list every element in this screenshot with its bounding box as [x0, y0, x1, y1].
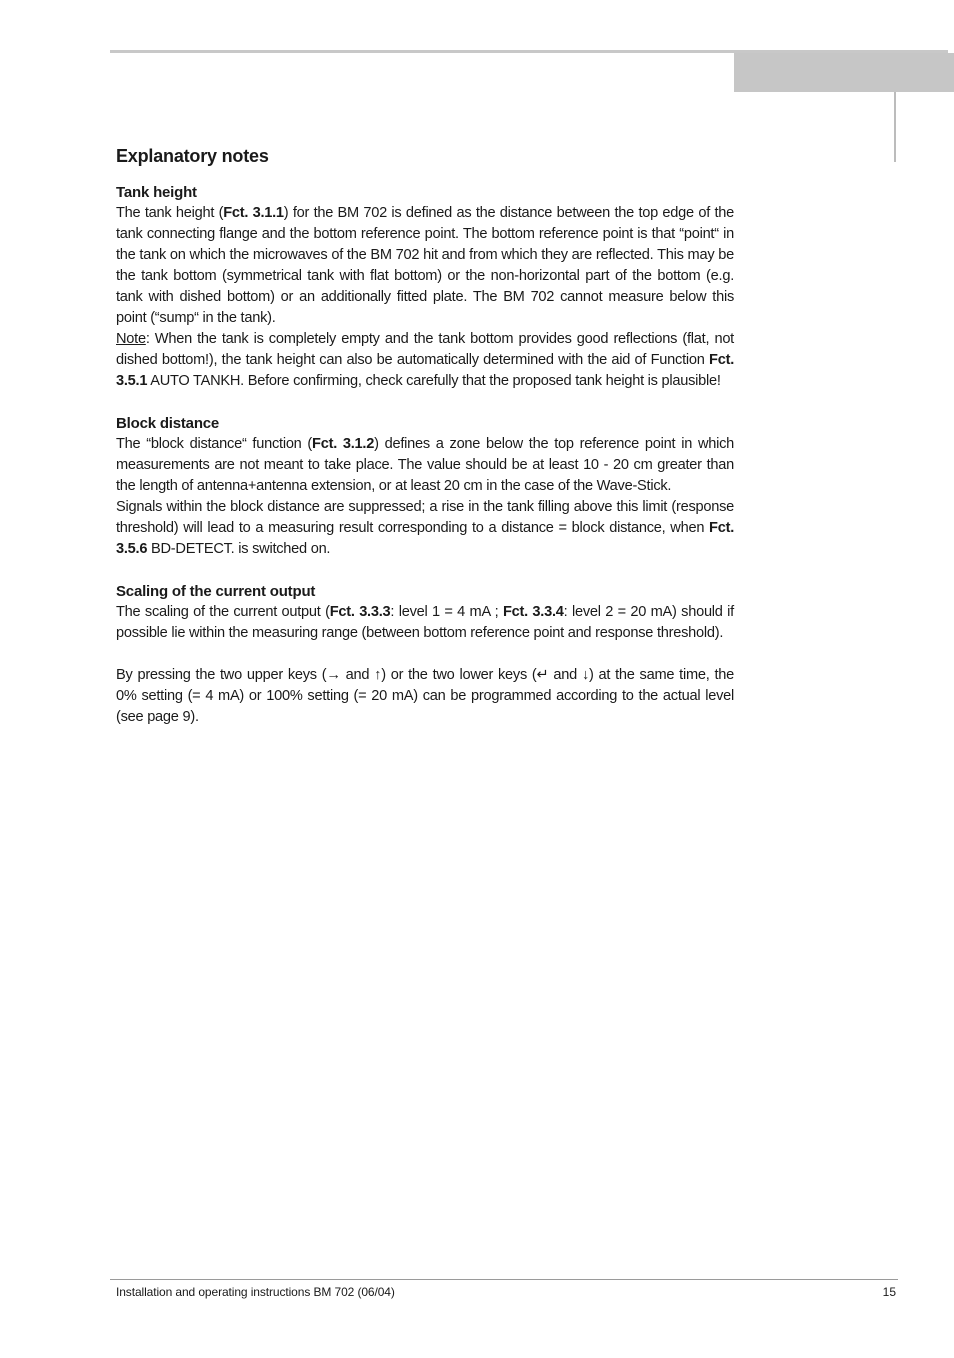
scaling-paragraph-2: By pressing the two upper keys (→ and ↑) or the two lower keys (↵ and ↓) at the same time, the 0% setting (= 4 mA) or 100% setting (= 20 mA) can be programmed according to the actual level (see page 9). [116, 667, 734, 725]
page-content [116, 144, 734, 728]
header-tab-block [734, 53, 954, 92]
scaling-paragraph-1 [116, 602, 734, 644]
tank-height-paragraph-2 [116, 329, 734, 392]
text-run: : When the tank is completely empty and the tank bottom provides good reflections (flat, not dished bottom!), the tank height can also be automatically determined with the aid of Function [116, 331, 734, 368]
function-reference: Fct. 3.3.4 [502, 604, 564, 620]
tank-height-paragraph-1 [116, 203, 734, 329]
spacer [116, 560, 734, 581]
block-distance-paragraph-2 [116, 497, 734, 560]
text-run: ) defines a zone below the top reference point in which measurements are not meant to take place. The value should be at least 10 - 20 cm greater than the length of antenna+antenna extension, or at least 20 cm in the case of the Wave-Stick. [116, 436, 735, 494]
text-run: Signals within the block distance are suppressed; a rise in the tank filling above this limit (response threshold) will lead to a measuring result corresponding to a distance = block distance, when [116, 499, 734, 536]
text-run: ) for the BM 702 is defined as the distance between the top edge of the tank connecting flange and the bottom reference point. The bottom reference point is that “point“ in the tank on which the microwaves of the BM 702 hit and from which they are reflected. This may be the tank bottom (symmetrical tank with flat bottom) or the non-horizontal part of the bottom (e.g. tank with dished bottom) or an additionally fitted plate. The BM 702 cannot measure below this point (“sump“ in the tank). [116, 205, 734, 326]
section-heading-tank-height: Tank height [116, 184, 197, 201]
footer-page-number: 15 [882, 1285, 896, 1299]
text-run: The “block distance“ function ( [116, 436, 313, 452]
function-reference: Fct. 3.3.3 [329, 604, 391, 620]
note-label: Note [116, 331, 146, 347]
header-tab-side-line [894, 92, 896, 162]
text-run: AUTO TANKH. Before confirming, check carefully that the proposed tank height is plausible! [147, 373, 721, 389]
block-distance-paragraph-1 [116, 434, 734, 497]
text-run: : level 1 = 4 mA ; [390, 604, 503, 620]
section-scaling [116, 581, 734, 728]
function-reference: Fct. 3.5.1 [116, 352, 734, 389]
function-reference: Fct. 3.1.1 [223, 205, 284, 221]
section-block-distance [116, 413, 734, 560]
text-run: The tank height ( [116, 205, 224, 221]
text-run: : level 2 = 20 mA) should if possible lie within the measuring range (between bottom reference point and response threshold). [116, 604, 734, 641]
section-tank-height [116, 182, 734, 392]
page-title: Explanatory notes [116, 146, 269, 166]
section-heading-block-distance: Block distance [116, 415, 220, 432]
spacer [116, 392, 734, 413]
footer-rule [110, 1279, 898, 1280]
footer-document-title: Installation and operating instructions BM 702 (06/04) [116, 1285, 395, 1299]
spacer [116, 644, 734, 665]
text-run: BD-DETECT. is switched on. [147, 541, 331, 557]
section-heading-scaling: Scaling of the current output [116, 583, 316, 600]
function-reference: Fct. 3.5.6 [116, 520, 734, 557]
function-reference: Fct. 3.1.2 [312, 436, 375, 452]
text-run: The scaling of the current output ( [116, 604, 330, 620]
